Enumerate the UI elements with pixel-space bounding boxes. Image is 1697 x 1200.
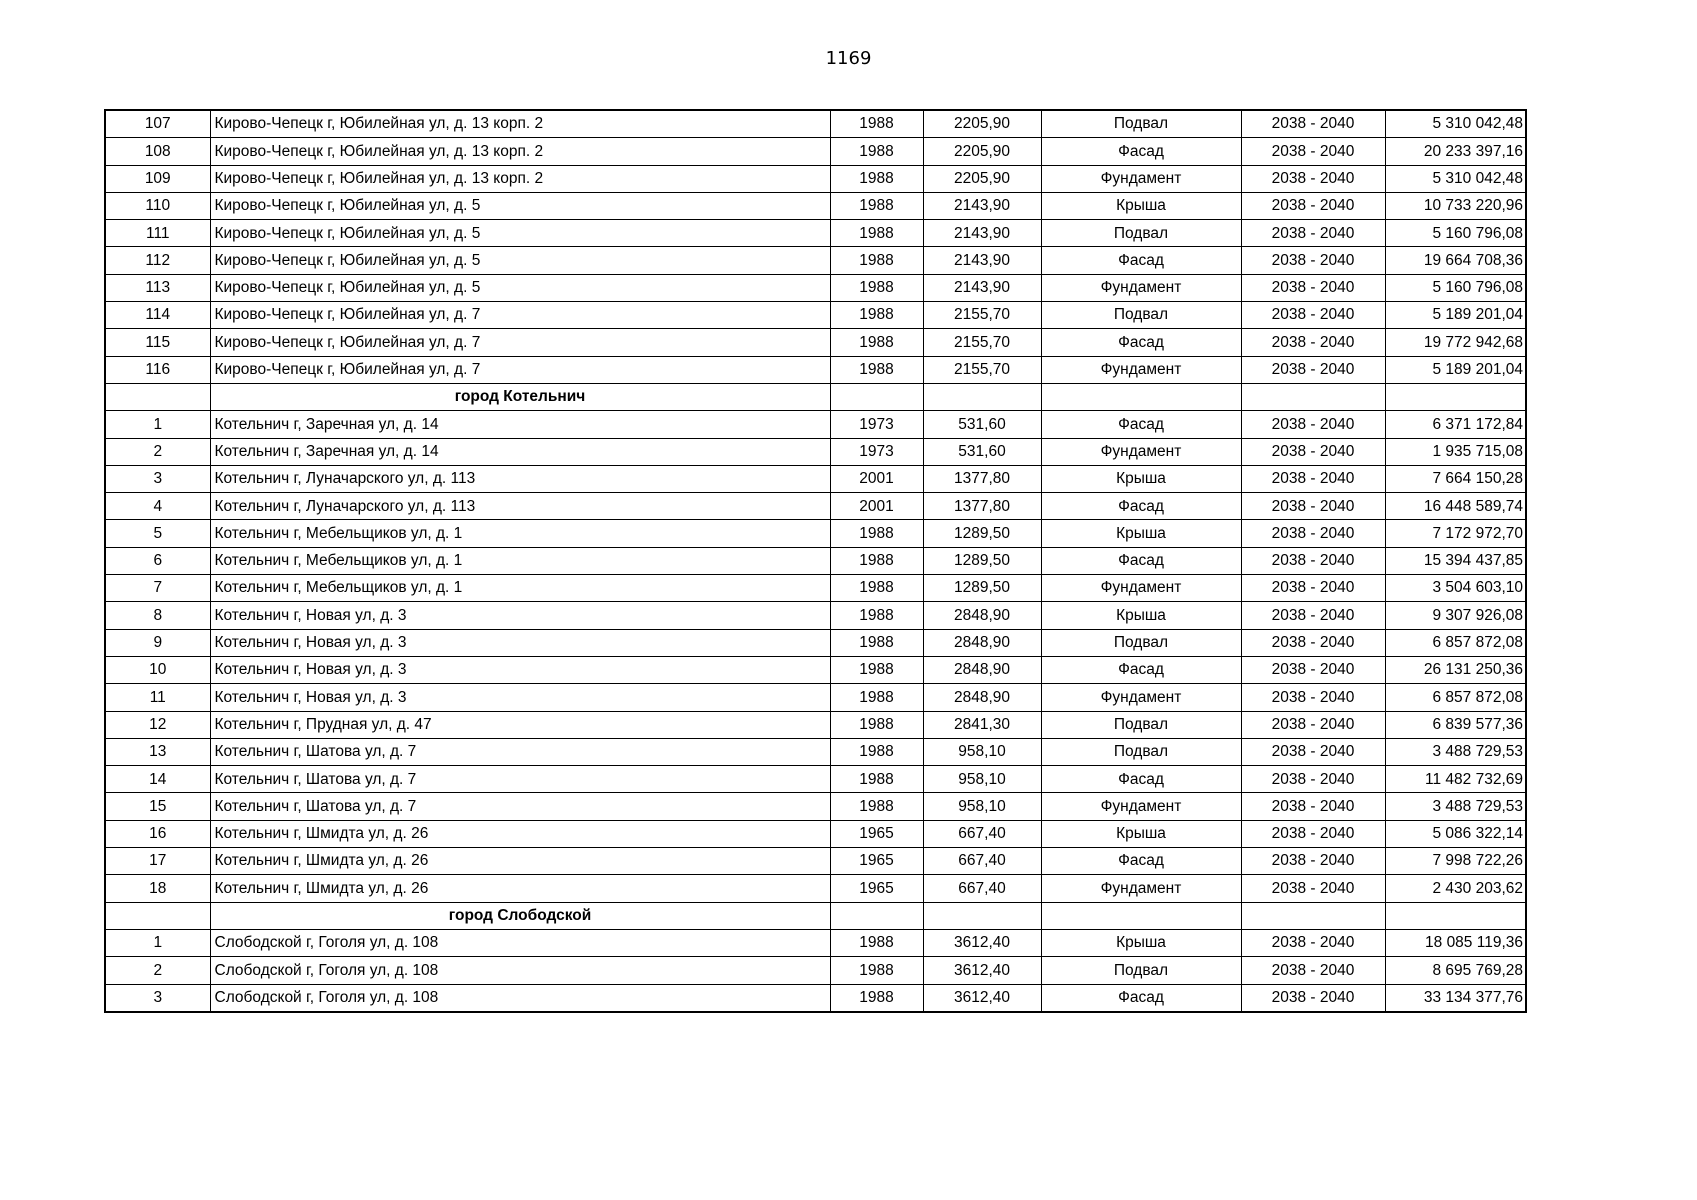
area-cell: 2143,90 xyxy=(923,220,1041,247)
area-cell: 2205,90 xyxy=(923,138,1041,165)
year-cell: 1988 xyxy=(830,984,923,1012)
period-cell: 2038 - 2040 xyxy=(1241,738,1385,765)
table-row xyxy=(105,684,1526,711)
table-row xyxy=(105,711,1526,738)
section-empty-cell xyxy=(923,902,1041,929)
table-row xyxy=(105,411,1526,438)
table-row xyxy=(105,575,1526,602)
address-cell: Кирово-Чепецк г, Юбилейная ул, д. 13 корп. 2 xyxy=(210,138,830,165)
work-type-cell: Фасад xyxy=(1041,547,1241,574)
work-type-cell: Подвал xyxy=(1041,711,1241,738)
row-number: 112 xyxy=(105,247,210,274)
table-row xyxy=(105,602,1526,629)
year-cell: 1988 xyxy=(830,274,923,301)
cost-cell: 5 189 201,04 xyxy=(1385,302,1526,329)
cost-cell: 11 482 732,69 xyxy=(1385,766,1526,793)
work-type-cell: Фундамент xyxy=(1041,875,1241,902)
section-empty-cell xyxy=(105,902,210,929)
address-cell: Котельнич г, Заречная ул, д. 14 xyxy=(210,438,830,465)
work-type-cell: Фундамент xyxy=(1041,793,1241,820)
table-row xyxy=(105,629,1526,656)
area-cell: 1377,80 xyxy=(923,465,1041,492)
area-cell: 2155,70 xyxy=(923,356,1041,383)
work-type-cell: Фундамент xyxy=(1041,575,1241,602)
work-type-cell: Фундамент xyxy=(1041,165,1241,192)
section-empty-cell xyxy=(105,383,210,410)
table-row xyxy=(105,220,1526,247)
period-cell: 2038 - 2040 xyxy=(1241,274,1385,301)
address-cell: Кирово-Чепецк г, Юбилейная ул, д. 5 xyxy=(210,247,830,274)
work-type-cell: Фасад xyxy=(1041,493,1241,520)
area-cell: 958,10 xyxy=(923,793,1041,820)
work-type-cell: Фасад xyxy=(1041,411,1241,438)
area-cell: 667,40 xyxy=(923,848,1041,875)
address-cell: Котельнич г, Заречная ул, д. 14 xyxy=(210,411,830,438)
row-number: 1 xyxy=(105,411,210,438)
table-row xyxy=(105,957,1526,984)
row-number: 6 xyxy=(105,547,210,574)
work-type-cell: Фасад xyxy=(1041,329,1241,356)
row-number: 107 xyxy=(105,110,210,138)
table-row xyxy=(105,110,1526,138)
area-cell: 2841,30 xyxy=(923,711,1041,738)
period-cell: 2038 - 2040 xyxy=(1241,329,1385,356)
section-header-row xyxy=(105,383,1526,410)
period-cell: 2038 - 2040 xyxy=(1241,165,1385,192)
year-cell: 1988 xyxy=(830,138,923,165)
table-row xyxy=(105,138,1526,165)
address-cell: Слободской г, Гоголя ул, д. 108 xyxy=(210,984,830,1012)
area-cell: 1289,50 xyxy=(923,520,1041,547)
row-number: 11 xyxy=(105,684,210,711)
table-row xyxy=(105,247,1526,274)
cost-cell: 5 160 796,08 xyxy=(1385,220,1526,247)
area-cell: 3612,40 xyxy=(923,984,1041,1012)
address-cell: Котельнич г, Прудная ул, д. 47 xyxy=(210,711,830,738)
period-cell: 2038 - 2040 xyxy=(1241,929,1385,956)
year-cell: 1988 xyxy=(830,192,923,219)
year-cell: 1988 xyxy=(830,602,923,629)
year-cell: 1988 xyxy=(830,711,923,738)
work-type-cell: Крыша xyxy=(1041,192,1241,219)
period-cell: 2038 - 2040 xyxy=(1241,575,1385,602)
area-cell: 2155,70 xyxy=(923,329,1041,356)
section-empty-cell xyxy=(1241,383,1385,410)
table-row xyxy=(105,984,1526,1012)
year-cell: 1988 xyxy=(830,738,923,765)
address-cell: Котельнич г, Луначарского ул, д. 113 xyxy=(210,465,830,492)
work-type-cell: Крыша xyxy=(1041,602,1241,629)
row-number: 5 xyxy=(105,520,210,547)
period-cell: 2038 - 2040 xyxy=(1241,711,1385,738)
area-cell: 2143,90 xyxy=(923,192,1041,219)
period-cell: 2038 - 2040 xyxy=(1241,766,1385,793)
cost-cell: 10 733 220,96 xyxy=(1385,192,1526,219)
period-cell: 2038 - 2040 xyxy=(1241,820,1385,847)
work-type-cell: Крыша xyxy=(1041,929,1241,956)
year-cell: 1973 xyxy=(830,411,923,438)
row-number: 10 xyxy=(105,656,210,683)
year-cell: 1965 xyxy=(830,875,923,902)
period-cell: 2038 - 2040 xyxy=(1241,411,1385,438)
address-cell: Котельнич г, Новая ул, д. 3 xyxy=(210,602,830,629)
area-cell: 2848,90 xyxy=(923,602,1041,629)
work-type-cell: Фасад xyxy=(1041,848,1241,875)
year-cell: 1973 xyxy=(830,438,923,465)
table-row xyxy=(105,520,1526,547)
page-number: 1169 xyxy=(825,48,872,69)
table-row xyxy=(105,820,1526,847)
year-cell: 1988 xyxy=(830,329,923,356)
cost-cell: 1 935 715,08 xyxy=(1385,438,1526,465)
row-number: 109 xyxy=(105,165,210,192)
address-cell: Котельнич г, Новая ул, д. 3 xyxy=(210,629,830,656)
cost-cell: 5 086 322,14 xyxy=(1385,820,1526,847)
period-cell: 2038 - 2040 xyxy=(1241,793,1385,820)
year-cell: 1988 xyxy=(830,575,923,602)
cost-cell: 8 695 769,28 xyxy=(1385,957,1526,984)
repair-registry-table xyxy=(104,109,1527,1013)
cost-cell: 5 160 796,08 xyxy=(1385,274,1526,301)
work-type-cell: Подвал xyxy=(1041,957,1241,984)
year-cell: 1988 xyxy=(830,220,923,247)
area-cell: 667,40 xyxy=(923,875,1041,902)
section-empty-cell xyxy=(1041,383,1241,410)
cost-cell: 3 488 729,53 xyxy=(1385,793,1526,820)
period-cell: 2038 - 2040 xyxy=(1241,465,1385,492)
work-type-cell: Фасад xyxy=(1041,984,1241,1012)
period-cell: 2038 - 2040 xyxy=(1241,848,1385,875)
work-type-cell: Фасад xyxy=(1041,247,1241,274)
address-cell: Кирово-Чепецк г, Юбилейная ул, д. 5 xyxy=(210,192,830,219)
work-type-cell: Крыша xyxy=(1041,465,1241,492)
area-cell: 2848,90 xyxy=(923,656,1041,683)
table-row xyxy=(105,493,1526,520)
work-type-cell: Подвал xyxy=(1041,302,1241,329)
row-number: 115 xyxy=(105,329,210,356)
cost-cell: 20 233 397,16 xyxy=(1385,138,1526,165)
period-cell: 2038 - 2040 xyxy=(1241,138,1385,165)
address-cell: Котельнич г, Шмидта ул, д. 26 xyxy=(210,820,830,847)
row-number: 3 xyxy=(105,984,210,1012)
period-cell: 2038 - 2040 xyxy=(1241,493,1385,520)
cost-cell: 16 448 589,74 xyxy=(1385,493,1526,520)
year-cell: 1988 xyxy=(830,766,923,793)
table-row xyxy=(105,302,1526,329)
year-cell: 1988 xyxy=(830,793,923,820)
address-cell: Котельнич г, Мебельщиков ул, д. 1 xyxy=(210,520,830,547)
cost-cell: 3 504 603,10 xyxy=(1385,575,1526,602)
area-cell: 3612,40 xyxy=(923,957,1041,984)
table-row xyxy=(105,656,1526,683)
address-cell: Кирово-Чепецк г, Юбилейная ул, д. 7 xyxy=(210,302,830,329)
area-cell: 2848,90 xyxy=(923,629,1041,656)
period-cell: 2038 - 2040 xyxy=(1241,192,1385,219)
row-number: 18 xyxy=(105,875,210,902)
row-number: 113 xyxy=(105,274,210,301)
year-cell: 1965 xyxy=(830,848,923,875)
cost-cell: 33 134 377,76 xyxy=(1385,984,1526,1012)
period-cell: 2038 - 2040 xyxy=(1241,438,1385,465)
address-cell: Кирово-Чепецк г, Юбилейная ул, д. 5 xyxy=(210,274,830,301)
section-empty-cell xyxy=(923,383,1041,410)
year-cell: 1988 xyxy=(830,629,923,656)
address-cell: Котельнич г, Шатова ул, д. 7 xyxy=(210,793,830,820)
period-cell: 2038 - 2040 xyxy=(1241,547,1385,574)
area-cell: 1289,50 xyxy=(923,547,1041,574)
work-type-cell: Крыша xyxy=(1041,820,1241,847)
area-cell: 2143,90 xyxy=(923,247,1041,274)
row-number: 16 xyxy=(105,820,210,847)
work-type-cell: Подвал xyxy=(1041,738,1241,765)
row-number: 1 xyxy=(105,929,210,956)
section-header-row xyxy=(105,902,1526,929)
cost-cell: 19 664 708,36 xyxy=(1385,247,1526,274)
period-cell: 2038 - 2040 xyxy=(1241,984,1385,1012)
table-row xyxy=(105,766,1526,793)
row-number: 13 xyxy=(105,738,210,765)
area-cell: 531,60 xyxy=(923,411,1041,438)
work-type-cell: Фасад xyxy=(1041,766,1241,793)
area-cell: 958,10 xyxy=(923,766,1041,793)
address-cell: Котельнич г, Луначарского ул, д. 113 xyxy=(210,493,830,520)
cost-cell: 6 857 872,08 xyxy=(1385,684,1526,711)
section-title: город Слободской xyxy=(210,902,830,929)
address-cell: Котельнич г, Шмидта ул, д. 26 xyxy=(210,875,830,902)
section-empty-cell xyxy=(830,383,923,410)
cost-cell: 18 085 119,36 xyxy=(1385,929,1526,956)
year-cell: 1965 xyxy=(830,820,923,847)
row-number: 9 xyxy=(105,629,210,656)
address-cell: Котельнич г, Новая ул, д. 3 xyxy=(210,684,830,711)
area-cell: 667,40 xyxy=(923,820,1041,847)
cost-cell: 9 307 926,08 xyxy=(1385,602,1526,629)
year-cell: 2001 xyxy=(830,493,923,520)
area-cell: 1289,50 xyxy=(923,575,1041,602)
row-number: 15 xyxy=(105,793,210,820)
year-cell: 1988 xyxy=(830,165,923,192)
year-cell: 1988 xyxy=(830,547,923,574)
table-row xyxy=(105,929,1526,956)
address-cell: Слободской г, Гоголя ул, д. 108 xyxy=(210,929,830,956)
row-number: 8 xyxy=(105,602,210,629)
cost-cell: 6 857 872,08 xyxy=(1385,629,1526,656)
section-empty-cell xyxy=(1041,902,1241,929)
year-cell: 1988 xyxy=(830,356,923,383)
table-row xyxy=(105,329,1526,356)
period-cell: 2038 - 2040 xyxy=(1241,629,1385,656)
address-cell: Котельнич г, Мебельщиков ул, д. 1 xyxy=(210,575,830,602)
table-row xyxy=(105,465,1526,492)
cost-cell: 2 430 203,62 xyxy=(1385,875,1526,902)
row-number: 2 xyxy=(105,438,210,465)
work-type-cell: Фасад xyxy=(1041,656,1241,683)
address-cell: Котельнич г, Новая ул, д. 3 xyxy=(210,656,830,683)
cost-cell: 5 310 042,48 xyxy=(1385,165,1526,192)
area-cell: 2143,90 xyxy=(923,274,1041,301)
work-type-cell: Фундамент xyxy=(1041,438,1241,465)
table-row xyxy=(105,192,1526,219)
cost-cell: 26 131 250,36 xyxy=(1385,656,1526,683)
table-row xyxy=(105,848,1526,875)
table-row xyxy=(105,438,1526,465)
row-number: 14 xyxy=(105,766,210,793)
area-cell: 2848,90 xyxy=(923,684,1041,711)
row-number: 7 xyxy=(105,575,210,602)
registry-body xyxy=(105,110,1526,1012)
row-number: 2 xyxy=(105,957,210,984)
work-type-cell: Подвал xyxy=(1041,629,1241,656)
cost-cell: 7 172 972,70 xyxy=(1385,520,1526,547)
period-cell: 2038 - 2040 xyxy=(1241,520,1385,547)
year-cell: 1988 xyxy=(830,684,923,711)
year-cell: 1988 xyxy=(830,302,923,329)
area-cell: 531,60 xyxy=(923,438,1041,465)
year-cell: 1988 xyxy=(830,247,923,274)
cost-cell: 15 394 437,85 xyxy=(1385,547,1526,574)
area-cell: 3612,40 xyxy=(923,929,1041,956)
period-cell: 2038 - 2040 xyxy=(1241,302,1385,329)
work-type-cell: Подвал xyxy=(1041,220,1241,247)
row-number: 17 xyxy=(105,848,210,875)
year-cell: 1988 xyxy=(830,110,923,138)
table-row xyxy=(105,356,1526,383)
address-cell: Кирово-Чепецк г, Юбилейная ул, д. 7 xyxy=(210,356,830,383)
address-cell: Слободской г, Гоголя ул, д. 108 xyxy=(210,957,830,984)
period-cell: 2038 - 2040 xyxy=(1241,875,1385,902)
cost-cell: 6 371 172,84 xyxy=(1385,411,1526,438)
row-number: 111 xyxy=(105,220,210,247)
section-title: город Котельнич xyxy=(210,383,830,410)
year-cell: 1988 xyxy=(830,520,923,547)
table-row xyxy=(105,547,1526,574)
address-cell: Котельнич г, Шатова ул, д. 7 xyxy=(210,738,830,765)
cost-cell: 5 310 042,48 xyxy=(1385,110,1526,138)
area-cell: 958,10 xyxy=(923,738,1041,765)
work-type-cell: Крыша xyxy=(1041,520,1241,547)
cost-cell: 6 839 577,36 xyxy=(1385,711,1526,738)
row-number: 4 xyxy=(105,493,210,520)
address-cell: Кирово-Чепецк г, Юбилейная ул, д. 13 корп. 2 xyxy=(210,165,830,192)
year-cell: 1988 xyxy=(830,656,923,683)
table-row xyxy=(105,738,1526,765)
period-cell: 2038 - 2040 xyxy=(1241,602,1385,629)
table-row xyxy=(105,165,1526,192)
cost-cell: 7 998 722,26 xyxy=(1385,848,1526,875)
work-type-cell: Фундамент xyxy=(1041,274,1241,301)
address-cell: Кирово-Чепецк г, Юбилейная ул, д. 7 xyxy=(210,329,830,356)
period-cell: 2038 - 2040 xyxy=(1241,684,1385,711)
period-cell: 2038 - 2040 xyxy=(1241,656,1385,683)
period-cell: 2038 - 2040 xyxy=(1241,220,1385,247)
work-type-cell: Фундамент xyxy=(1041,684,1241,711)
area-cell: 2205,90 xyxy=(923,165,1041,192)
period-cell: 2038 - 2040 xyxy=(1241,110,1385,138)
year-cell: 1988 xyxy=(830,929,923,956)
cost-cell: 5 189 201,04 xyxy=(1385,356,1526,383)
address-cell: Котельнич г, Шатова ул, д. 7 xyxy=(210,766,830,793)
period-cell: 2038 - 2040 xyxy=(1241,356,1385,383)
table-row xyxy=(105,274,1526,301)
year-cell: 2001 xyxy=(830,465,923,492)
section-empty-cell xyxy=(830,902,923,929)
address-cell: Кирово-Чепецк г, Юбилейная ул, д. 5 xyxy=(210,220,830,247)
area-cell: 1377,80 xyxy=(923,493,1041,520)
row-number: 110 xyxy=(105,192,210,219)
area-cell: 2155,70 xyxy=(923,302,1041,329)
cost-cell: 7 664 150,28 xyxy=(1385,465,1526,492)
work-type-cell: Фундамент xyxy=(1041,356,1241,383)
section-empty-cell xyxy=(1385,383,1526,410)
address-cell: Котельнич г, Мебельщиков ул, д. 1 xyxy=(210,547,830,574)
section-empty-cell xyxy=(1241,902,1385,929)
period-cell: 2038 - 2040 xyxy=(1241,247,1385,274)
row-number: 12 xyxy=(105,711,210,738)
cost-cell: 19 772 942,68 xyxy=(1385,329,1526,356)
work-type-cell: Фасад xyxy=(1041,138,1241,165)
row-number: 108 xyxy=(105,138,210,165)
row-number: 114 xyxy=(105,302,210,329)
row-number: 3 xyxy=(105,465,210,492)
cost-cell: 3 488 729,53 xyxy=(1385,738,1526,765)
table-row xyxy=(105,793,1526,820)
area-cell: 2205,90 xyxy=(923,110,1041,138)
row-number: 116 xyxy=(105,356,210,383)
period-cell: 2038 - 2040 xyxy=(1241,957,1385,984)
address-cell: Котельнич г, Шмидта ул, д. 26 xyxy=(210,848,830,875)
year-cell: 1988 xyxy=(830,957,923,984)
section-empty-cell xyxy=(1385,902,1526,929)
address-cell: Кирово-Чепецк г, Юбилейная ул, д. 13 корп. 2 xyxy=(210,110,830,138)
table-row xyxy=(105,875,1526,902)
work-type-cell: Подвал xyxy=(1041,110,1241,138)
